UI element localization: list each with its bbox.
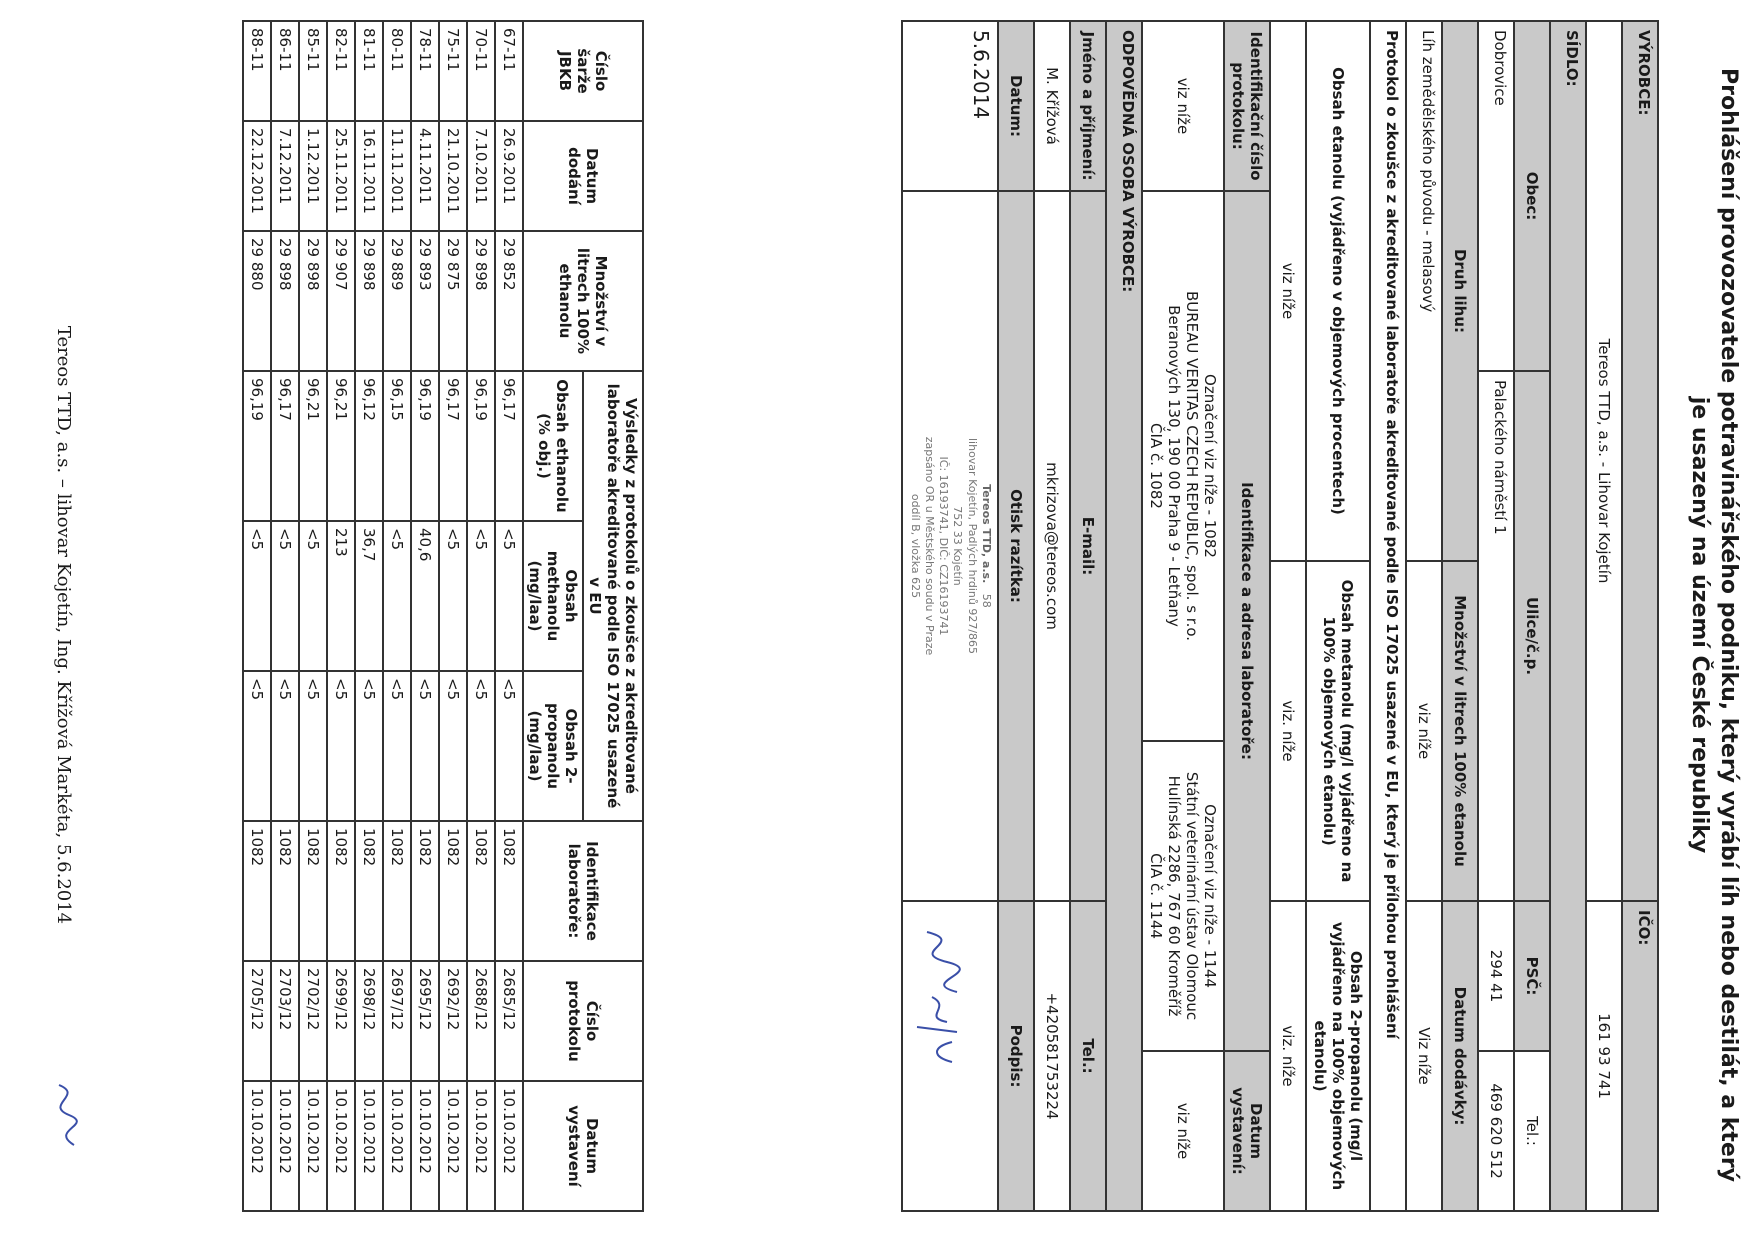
producer-value-row <box>1586 21 1622 1211</box>
sign-values-row <box>902 21 998 1211</box>
cell-methanol: <5 <box>383 521 411 671</box>
table-row <box>355 21 383 1211</box>
cell-protocol: 2692/12 <box>439 961 467 1081</box>
cell-batch: 81-11 <box>355 21 383 121</box>
cell-issued: 10.10.2012 <box>327 1081 355 1211</box>
contact-tel-label: Tel.: <box>1070 901 1106 1211</box>
contact-name-value: M. Křížová <box>1034 21 1070 191</box>
document-title: Prohlášení provozovatele potravinářského podniku, který vyrábí líh nebo destilát, a který je usazený na území České republiky <box>1687 67 1741 1183</box>
cell-methanol: <5 <box>299 521 327 671</box>
seat-labels-row <box>1514 21 1550 1211</box>
cell-protocol: 2705/12 <box>243 961 271 1081</box>
contact-labels-row <box>1070 21 1106 1211</box>
qty-header: Množství v litrech 100% ethanolu <box>523 231 643 371</box>
cell-qty: 29 893 <box>411 231 439 371</box>
contact-date-label: Datum: <box>998 21 1034 191</box>
cell-delivery: 1.12.2011 <box>299 121 327 231</box>
ico-label: IČO: <box>1622 901 1658 1211</box>
methanol-content-label: Obsah metanolu (mg/l vyjádřeno na 100% objemových etanolu) <box>1306 561 1370 901</box>
street-value: Palackého náměstí 1 <box>1478 371 1514 901</box>
stamp-label: Otisk razítka: <box>998 191 1034 901</box>
lab-header: Identifikace laboratoře: <box>523 821 643 961</box>
cell-methanol: <5 <box>243 521 271 671</box>
cell-methanol: <5 <box>467 521 495 671</box>
cell-propanol: <5 <box>327 671 355 821</box>
cell-delivery: 4.11.2011 <box>411 121 439 231</box>
cell-batch: 85-11 <box>299 21 327 121</box>
lab1-cell <box>1142 191 1224 741</box>
cell-issued: 10.10.2012 <box>495 1081 523 1211</box>
contact-name-label: Jméno a příjmení: <box>1070 21 1106 191</box>
spirit-date-value: Viz níže <box>1406 901 1442 1211</box>
table-row <box>299 21 327 1211</box>
stamp-text: Tereos TTD, a.s. 58 lihovar Kojetín, Padlých hrdinů 927/865 752 33 Kojetín IČ: 16193741, DIČ: CZ16193741 zapsáno OR u Městského soudu v Praze oddíl B, vložka 625 <box>908 436 993 656</box>
spirit-labels-row <box>1442 21 1478 1211</box>
methanol-content-value: viz. níže <box>1270 561 1306 901</box>
contents-values-row <box>1270 21 1306 1211</box>
protocol-heading: Protokol o zkoušce z akreditované laboratoře akreditované podle ISO 17025 usazené v EU, který je přílohou prohlášení <box>1370 21 1406 1211</box>
methanol-header: Obsah methanolu (mg/laa) <box>523 521 583 671</box>
protocol-heading-row <box>1370 21 1406 1211</box>
city-value: Dobrovice <box>1478 21 1514 371</box>
cell-propanol: <5 <box>355 671 383 821</box>
lab2-mark: Označení viz níže - 1144 <box>1201 804 1219 988</box>
cell-propanol: <5 <box>271 671 299 821</box>
psc-value: 294 41 <box>1478 901 1514 1051</box>
table-row <box>243 21 271 1211</box>
producer-label: VÝROBCE: <box>1622 21 1658 901</box>
cell-methanol: <5 <box>271 521 299 671</box>
seat-label: SÍDLO: <box>1550 21 1586 1211</box>
cell-ethanol: 96,12 <box>355 371 383 521</box>
cell-protocol: 2695/12 <box>411 961 439 1081</box>
cell-issued: 10.10.2012 <box>411 1081 439 1211</box>
lab1-name: BUREAU VERITAS CZECH REPUBLIC, spol. s r.o. <box>1183 290 1201 642</box>
cell-ethanol: 96,19 <box>467 371 495 521</box>
company-stamp <box>902 191 998 901</box>
issued-header: Datum vystavení <box>523 1081 643 1211</box>
cell-lab: 1082 <box>355 821 383 961</box>
table-row <box>327 21 355 1211</box>
cell-issued: 10.10.2012 <box>355 1081 383 1211</box>
cell-delivery: 25.11.2011 <box>327 121 355 231</box>
lab2-cia: ČIA č. 1144 <box>1147 853 1165 939</box>
cell-ethanol: 96,19 <box>243 371 271 521</box>
cell-qty: 29 898 <box>299 231 327 371</box>
table-row <box>495 21 523 1211</box>
contact-values-row <box>1034 21 1070 1211</box>
cell-delivery: 7.12.2011 <box>271 121 299 231</box>
results-body <box>243 21 523 1211</box>
producer-name: Tereos TTD, a.s. - Lihovar Kojetín <box>1586 21 1622 901</box>
handwritten-signature <box>897 922 987 1082</box>
lab-values-row <box>1142 21 1224 1211</box>
cell-batch: 78-11 <box>411 21 439 121</box>
cell-ethanol: 96,17 <box>439 371 467 521</box>
ethanol-header: Obsah ethanolu (% obj.) <box>523 371 583 521</box>
table-row <box>467 21 495 1211</box>
cell-batch: 86-11 <box>271 21 299 121</box>
cell-protocol: 2698/12 <box>355 961 383 1081</box>
lab1-cia: ČIA č. 1082 <box>1147 423 1165 509</box>
cell-issued: 10.10.2012 <box>299 1081 327 1211</box>
cell-protocol: 2702/12 <box>299 961 327 1081</box>
cell-issued: 10.10.2012 <box>243 1081 271 1211</box>
cell-qty: 29 880 <box>243 231 271 371</box>
cell-propanol: <5 <box>243 671 271 821</box>
table-row <box>271 21 299 1211</box>
propanol-content-value: viz. níže <box>1270 901 1306 1211</box>
cell-delivery: 16.11.2011 <box>355 121 383 231</box>
batch-header: Číslo šarže JBKB <box>523 21 643 121</box>
cell-methanol: 36,7 <box>355 521 383 671</box>
cell-issued: 10.10.2012 <box>271 1081 299 1211</box>
cell-qty: 29 898 <box>355 231 383 371</box>
lab1-address: Beranových 130, 190 00 Praha 9 - Letňany <box>1165 305 1183 627</box>
street-label: Ulice/č.p. <box>1514 371 1550 901</box>
cell-methanol: 213 <box>327 521 355 671</box>
cell-protocol: 2699/12 <box>327 961 355 1081</box>
cell-delivery: 11.11.2011 <box>383 121 411 231</box>
protocol-id-label: Identifikační číslo protokolu: <box>1224 21 1270 191</box>
cell-issued: 10.10.2012 <box>439 1081 467 1211</box>
results-table <box>242 20 644 1212</box>
contents-labels-row <box>1306 21 1370 1211</box>
seat-tel-value: 469 620 512 <box>1478 1051 1514 1211</box>
cell-delivery: 26.9.2011 <box>495 121 523 231</box>
cell-protocol: 2703/12 <box>271 961 299 1081</box>
cell-qty: 29 852 <box>495 231 523 371</box>
seat-values-row <box>1478 21 1514 1211</box>
lab2-name: Státní veterinární ústav Olomouc <box>1183 771 1201 1021</box>
footer-signature <box>39 1080 89 1150</box>
table-row <box>411 21 439 1211</box>
psc-label: PSČ: <box>1514 901 1550 1051</box>
cell-lab: 1082 <box>271 821 299 961</box>
lab-header-row <box>1224 21 1270 1211</box>
ethanol-content-label: Obsah etanolu (vyjádřeno v objemových procentech) <box>1306 21 1370 561</box>
table-row <box>439 21 467 1211</box>
cell-batch: 88-11 <box>243 21 271 121</box>
cell-delivery: 7.10.2011 <box>467 121 495 231</box>
signature-cell <box>902 901 998 1211</box>
cell-ethanol: 96,17 <box>495 371 523 521</box>
declaration-form <box>901 20 1659 1212</box>
cell-batch: 70-11 <box>467 21 495 121</box>
protocol-id-value: viz níže <box>1142 21 1224 191</box>
cell-ethanol: 96,19 <box>411 371 439 521</box>
sign-label: Podpis: <box>998 901 1034 1211</box>
results-group-header: Výsledky z protokolů o zkoušce z akreditované laboratoře akreditované podle ISO 17025 usazené v EU <box>583 371 643 821</box>
delivery-header: Datum dodání <box>523 121 643 231</box>
cell-methanol: <5 <box>439 521 467 671</box>
contact-tel-value: +420581753224 <box>1034 901 1070 1211</box>
cell-lab: 1082 <box>411 821 439 961</box>
contact-email-label: E-mail: <box>1070 191 1106 901</box>
footer-text: Tereos TTD, a.s. – lihovar Kojetín, Ing. Křížová Markéta, 5.6.2014 <box>53 325 74 925</box>
cell-lab: 1082 <box>383 821 411 961</box>
cell-methanol: 40,6 <box>411 521 439 671</box>
sign-labels-row <box>998 21 1034 1211</box>
cell-methanol: <5 <box>495 521 523 671</box>
cell-ethanol: 96,15 <box>383 371 411 521</box>
propanol-header: Obsah 2-propanolu (mg/laa) <box>523 671 583 821</box>
contact-date-value: 5.6.2014 <box>902 21 998 191</box>
cell-lab: 1082 <box>299 821 327 961</box>
cell-qty: 29 889 <box>383 231 411 371</box>
cell-ethanol: 96,21 <box>299 371 327 521</box>
cell-propanol: <5 <box>467 671 495 821</box>
spirit-type-value: Líh zemědělského původu - melasový <box>1406 21 1442 561</box>
cell-propanol: <5 <box>411 671 439 821</box>
cell-lab: 1082 <box>495 821 523 961</box>
cell-delivery: 21.10.2011 <box>439 121 467 231</box>
ico-value: 161 93 741 <box>1586 901 1622 1211</box>
seat-tel-label: Tel.: <box>1514 1051 1550 1211</box>
cell-batch: 67-11 <box>495 21 523 121</box>
cell-propanol: <5 <box>299 671 327 821</box>
cell-qty: 29 898 <box>271 231 299 371</box>
spirit-date-label: Datum dodávky: <box>1442 901 1478 1211</box>
cell-ethanol: 96,17 <box>271 371 299 521</box>
cell-propanol: <5 <box>495 671 523 821</box>
cell-batch: 80-11 <box>383 21 411 121</box>
city-label: Obec: <box>1514 21 1550 371</box>
cell-lab: 1082 <box>467 821 495 961</box>
lab-date-label: Datum vystavení: <box>1224 1051 1270 1211</box>
seat-row <box>1550 21 1586 1211</box>
contact-heading: ODPOVĚDNÁ OSOBA VÝROBCE: <box>1106 21 1142 1211</box>
producer-row <box>1622 21 1658 1211</box>
spirit-values-row <box>1406 21 1442 1211</box>
contact-heading-row <box>1106 21 1142 1211</box>
cell-lab: 1082 <box>243 821 271 961</box>
cell-batch: 75-11 <box>439 21 467 121</box>
cell-issued: 10.10.2012 <box>383 1081 411 1211</box>
cell-protocol: 2685/12 <box>495 961 523 1081</box>
cell-protocol: 2688/12 <box>467 961 495 1081</box>
lab2-cell <box>1142 741 1224 1051</box>
cell-qty: 29 875 <box>439 231 467 371</box>
cell-issued: 10.10.2012 <box>467 1081 495 1211</box>
spirit-qty-value: viz níže <box>1406 561 1442 901</box>
lab-date-value: viz níže <box>1142 1051 1224 1211</box>
spirit-type-label: Druh lihu: <box>1442 21 1478 561</box>
cell-batch: 82-11 <box>327 21 355 121</box>
contact-email-value: mkrizova@tereos.com <box>1034 191 1070 901</box>
spirit-qty-label: Množství v litrech 100% etanolu <box>1442 561 1478 901</box>
lab2-address: Hulínská 2286, 767 60 Kroměříž <box>1165 775 1183 1017</box>
lab-id-label: Identifikace a adresa laboratoře: <box>1224 191 1270 1051</box>
cell-qty: 29 898 <box>467 231 495 371</box>
table-row <box>383 21 411 1211</box>
cell-delivery: 22.12.2011 <box>243 121 271 231</box>
cell-lab: 1082 <box>439 821 467 961</box>
cell-protocol: 2697/12 <box>383 961 411 1081</box>
cell-qty: 29 907 <box>327 231 355 371</box>
ethanol-content-value: viz níže <box>1270 21 1306 561</box>
results-header-row <box>583 21 643 1211</box>
cell-propanol: <5 <box>439 671 467 821</box>
propanol-content-label: Obsah 2-propanolu (mg/l vyjádřeno na 100% objemových etanolu) <box>1306 901 1370 1211</box>
cell-lab: 1082 <box>327 821 355 961</box>
cell-propanol: <5 <box>383 671 411 821</box>
protocol-header: Číslo protokolu <box>523 961 643 1081</box>
cell-ethanol: 96,21 <box>327 371 355 521</box>
lab1-mark: Označení viz níže - 1082 <box>1201 374 1219 558</box>
